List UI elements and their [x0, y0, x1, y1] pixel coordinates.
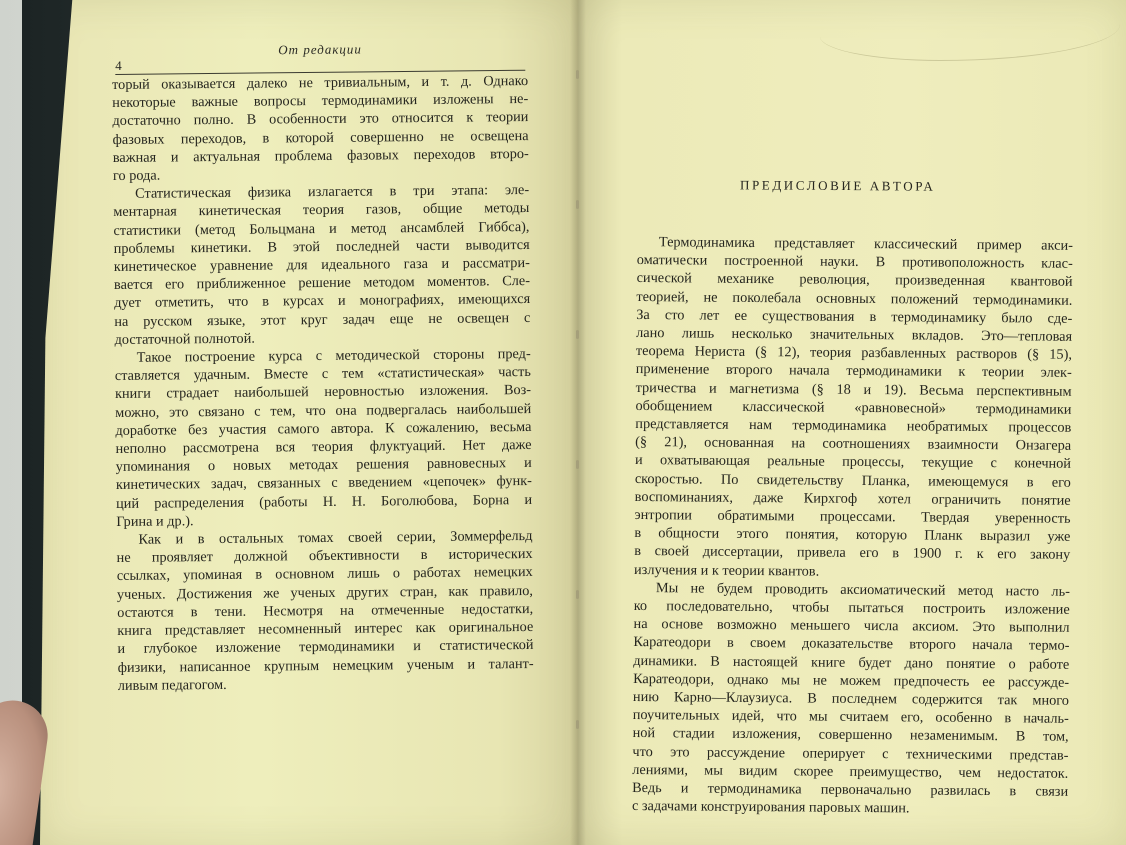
- text-line: достаточной полнотой.: [114, 330, 255, 348]
- running-head: [115, 40, 525, 75]
- text-line: книги страдает наибольшей неровностью изложения. Воз-: [114, 382, 532, 403]
- text-line: ученых. Достижения же ученых других стран, как правило,: [116, 582, 534, 603]
- text-line: проблемы кинетики. В этой последней части выводится: [113, 236, 530, 257]
- text-line: Термодинамика представляет классический пример акси-: [658, 234, 1073, 254]
- text-line: представляется нам термодинамика необратимых процессов: [635, 416, 1072, 436]
- text-line: (§ 21), основанная на соотношениях взаимности Онзагера: [635, 434, 1072, 455]
- text-line: поучительных идей, что мы считаем его, особенно в началь-: [632, 707, 1069, 728]
- text-line: с задачами конструирования паровых машин.: [631, 798, 910, 817]
- text-line: Как и в остальных томах своей серии, Зоммерфельд: [138, 528, 533, 548]
- text-line: лениями, мы видим скорее преимущество, чем недостаток.: [632, 761, 1069, 782]
- text-line: воспоминаниях, даже Кирхгоф хотел ограничить понятие: [634, 488, 1071, 509]
- left-page-text: [112, 72, 534, 695]
- text-line: ставляется удачным. Вместе с тем «статистическая» часть: [114, 364, 531, 385]
- right-page-text: [632, 233, 1073, 819]
- text-line: скоростью. По свидетельству Планка, имеющемуся в его: [634, 470, 1071, 491]
- text-line: обобщением классической «равновесной» термодинамики: [635, 397, 1072, 418]
- text-line: доработке без участия самого автора. К сожалению, весьма: [115, 418, 532, 439]
- text-line: Мы не будем проводить аксиоматический метод насто ль-: [655, 580, 1070, 600]
- text-line: го рода.: [112, 167, 161, 185]
- text-line: на основе возможно меньшего числа аксиом. Это выполнил: [633, 616, 1070, 637]
- text-line: ливым педагогом.: [117, 676, 227, 694]
- text-line: ной стадии изложения, совершенно незаменимым. В том,: [632, 725, 1069, 746]
- text-line: дует отметить, что в курсах и монографиях, имеющихся: [114, 291, 531, 312]
- text-line: ко последовательно, чтобы пытаться построить изложение: [633, 598, 1070, 618]
- page-number: 4: [115, 57, 122, 73]
- text-line: Ведь и термодинамика первоначально развилась в связи: [632, 780, 1069, 800]
- text-line: некоторые важные вопросы термодинамики изложены не-: [112, 91, 529, 112]
- text-line: Грина и др.).: [116, 513, 194, 530]
- text-line: в своей диссертации, привела его в 1900 г. к его закону: [634, 543, 1071, 564]
- text-line: динамики. В настоящей книге будет дано понятие о работе: [633, 652, 1070, 673]
- text-line: теорией, не поколебала основных положений термодинамики.: [636, 288, 1073, 309]
- text-line: не проявляет должной объективности в исторических: [116, 546, 533, 567]
- binding-stitch: [576, 200, 579, 209]
- binding-stitch: [576, 70, 579, 79]
- text-line: в общности этого понятия, которую Планк выразил уже: [634, 525, 1071, 546]
- text-line: остаются в тени. Несмотря на отмеченные недостатки,: [117, 600, 534, 621]
- text-line: фазовых переходов, в которой совершенно не освещена: [112, 127, 529, 148]
- binding-stitch: [576, 330, 579, 339]
- text-line: оматически построенной науки. В противоположность клас-: [636, 252, 1073, 273]
- text-line: Статистическая физика излагается в три этапа: эле-: [135, 182, 530, 203]
- text-line: книга представляет несомненный интерес как оригинальное: [117, 619, 534, 640]
- text-line: важная и актуальная проблема фазовых переходов второ-: [112, 145, 529, 166]
- chapter-title: ПРЕДИСЛОВИЕ АВТОРА: [739, 177, 936, 194]
- text-line: лано лишь несколько значительных вкладов. Это—тепловая: [636, 325, 1073, 345]
- text-line: тричества и магнетизма (§ 18 и 19). Весьма перспективным: [635, 379, 1072, 400]
- text-line: ссылках, упоминая в основном лишь о работах немецких: [116, 564, 533, 585]
- text-line: вается его приближенное решение методом моментов. Сле-: [113, 273, 531, 294]
- text-line: упоминания о новых методах решения равновесных и: [115, 455, 532, 476]
- text-line: применение второго начала термодинамики к теории элек-: [635, 361, 1072, 382]
- text-line: физики, написанное крупным немецким ученым и талант-: [117, 655, 534, 676]
- text-line: ментарная кинетическая теория газов, общие методы: [113, 200, 530, 221]
- text-line: ций распределения (работы Н. Н. Боголюбова, Борна и: [116, 491, 533, 512]
- text-line: Каратеодори, однако мы не можем предпочесть ее рассужде-: [633, 670, 1070, 691]
- text-line: статистики (метод Больцмана и метод ансамблей Гиббса),: [113, 218, 530, 239]
- text-line: кинетическое уравнение для идеального газа и рассматри-: [113, 255, 530, 276]
- text-line: достаточно полно. В особенности это относится к теории: [112, 109, 529, 130]
- text-line: Каратеодори в своем доказательстве второго начала термо-: [633, 634, 1070, 655]
- text-line: и охватывающая реальные процессы, текущие с конечной: [634, 452, 1072, 473]
- text-line: излучения и к теории квантов.: [633, 561, 820, 580]
- book-gutter: [570, 0, 586, 845]
- text-line: торый оказывается далеко не тривиальным, и т. д. Однако: [112, 73, 529, 93]
- text-line: что это рассуждение оперирует с техническими представ-: [632, 743, 1069, 764]
- text-line: можно, это связано с тем, что она подвергалась наибольшей: [115, 400, 532, 421]
- text-line: Такое построение курса с методической стороны пред-: [136, 346, 531, 366]
- text-line: сической механике революция, произведенная квантовой: [636, 270, 1073, 291]
- binding-stitch: [576, 590, 579, 599]
- binding-stitch: [576, 720, 579, 729]
- text-line: энтропии обратимыми процессами. Твердая уверенность: [634, 507, 1071, 527]
- text-line: и глубокое изложение термодинамики и статистической: [117, 637, 534, 658]
- text-line: нию Карно—Клаузиуса. В последнем содержится так много: [632, 689, 1070, 709]
- text-line: теорема Нериста (§ 12), теория разбавленных растворов (§ 15),: [635, 343, 1073, 364]
- binding-stitch: [576, 460, 579, 469]
- text-line: За сто лет ее существования в термодинамику было сде-: [636, 306, 1073, 327]
- text-line: на русском языке, этот круг задач еще не освещен с: [114, 309, 531, 330]
- text-line: неполно рассмотрена вся теория флуктуаций. Нет даже: [115, 437, 532, 458]
- text-line: кинетических задач, связанных с введением «цепочек» функ-: [115, 473, 532, 494]
- running-head-title: От редакции: [278, 41, 362, 58]
